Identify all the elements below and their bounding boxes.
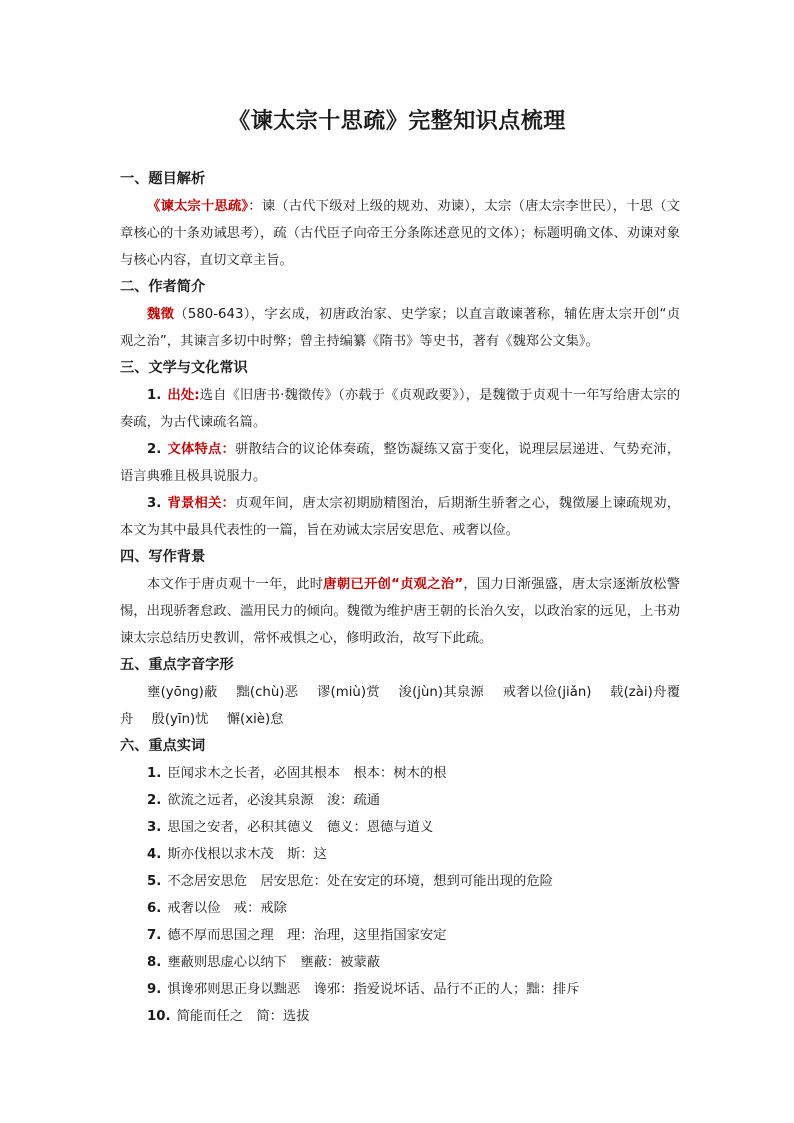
item-number: 1. [147,766,162,781]
item-text: 斯亦伐根以求木茂 斯：这 [167,847,327,862]
list-item [120,922,680,949]
item-number: 3. [147,496,162,511]
item-text: 思国之安者，必积其德义 德义：恩德与道义 [167,820,434,835]
item-number: 2. [147,793,162,808]
section-4-paragraph [120,571,680,652]
list-item [120,760,680,787]
pronunciation-word: 壅(yōng)蔽 [147,685,218,700]
section-4-pre: 本文作于唐贞观十一年，此时 [147,577,324,592]
section-heading-5: 五、重点字音字形 [120,657,234,673]
pronunciation-word: 懈(xiè)怠 [226,712,284,727]
item-text: 壅蔽则思虚心以纳下 壅蔽：被蒙蔽 [167,955,381,970]
pronunciation-word: 浚(jùn)其泉源 [398,685,485,700]
item-text: 贞观年间，唐太宗初期励精图治，后期渐生骄奢之心，魏徵屡上谏疏规劝，本文为其中最具代表性的一篇，旨在劝诫太宗居安思危、戒奢以俭。 [120,496,681,538]
item-text: 骈散结合的议论体奏疏，整饬凝练又富于变化，说理层层递进、气势充沛，语言典雅且极具说服力。 [120,442,681,484]
item-number: 10. [147,1009,171,1024]
section-heading-6: 六、重点实词 [120,738,206,754]
list-item [120,1003,680,1030]
title-term: 《谏太宗十思疏》 [147,199,249,214]
item-number: 2. [147,442,162,457]
item-number: 1. [147,388,162,403]
section-1-paragraph [120,193,680,274]
section-4-highlight: 唐朝已开创“贞观之治” [323,577,464,592]
pronunciation-word: 殷(yīn)忧 [151,712,209,727]
item-text: 不念居安思危 居安思危：处在安定的环境，想到可能出现的危险 [167,874,553,889]
item-number: 7. [147,928,162,943]
pronunciation-word: 黜(chù)恶 [236,685,299,700]
list-item [120,841,680,868]
item-text: 臣闻求木之长者，必固其根本 根本：树木的根 [167,766,447,781]
section-4-post: ，国力日渐强盛，唐太宗逐渐放松警惕，出现骄奢怠政、滥用民力的倾向。魏徵为维护唐王朝的长治久安，以政治家的远见，上书劝谏太宗总结历史教训，常怀戒惧之心，修明政治，故写下此疏。 [120,577,681,646]
item-text: 简能而任之 简：选拔 [176,1009,310,1024]
list-item [120,868,680,895]
item-number: 6. [147,901,162,916]
pronunciation-word: 谬(miù)赏 [316,685,380,700]
section-2-paragraph [120,301,680,355]
item-text: 惧谗邪则思正身以黜恶 谗邪：指爱说坏话、品行不正的人；黜：排斥 [167,982,580,997]
section-1-text: ：谏（古代下级对上级的规劝、劝谏），太宗（唐太宗李世民），十思（文章核心的十条劝诫思考），疏（古代臣子向帝王分条陈述意见的文体）；标题明确文体、劝谏对象与核心内容，直切文章主旨。 [120,199,680,268]
item-label: 背景相关： [167,496,235,511]
item-number: 5. [147,874,162,889]
item-label: 出处: [167,388,200,403]
item-number: 3. [147,820,162,835]
list-item [120,382,680,436]
section-heading-2: 二、作者简介 [120,279,206,295]
item-text: 德不厚而思国之理 理：治理，这里指国家安定 [167,928,447,943]
list-item [120,436,680,490]
list-item [120,949,680,976]
item-text: 戒奢以俭 戒：戒除 [167,901,287,916]
pronunciation-word: 载(zài)舟覆舟 [120,685,681,727]
pronunciation-word: 戒奢以俭(jiǎn) [502,685,592,700]
section-2-text: （580-643），字玄成，初唐政治家、史学家；以直言敢谏著称，辅佐唐太宗开创“贞观之治”，其谏言多切中时弊；曾主持编纂《隋书》等史书，著有《魏郑公文集》。 [120,307,680,349]
list-item [120,976,680,1003]
list-item [120,787,680,814]
section-heading-3: 三、文学与文化常识 [120,360,248,376]
section-heading-1: 一、题目解析 [120,171,206,187]
item-text: 欲流之远者，必浚其泉源 浚：疏通 [167,793,381,808]
document-body [120,166,680,1030]
list-item [120,490,680,544]
item-number: 4. [147,847,162,862]
item-text: 选自《旧唐书·魏徵传》（亦载于《贞观政要》），是魏徵于贞观十一年写给唐太宗的奏疏，为古代谏疏名篇。 [120,388,680,430]
item-label: 文体特点： [167,442,235,457]
list-item [120,814,680,841]
section-heading-4: 四、写作背景 [120,549,206,565]
pronunciation-list [120,679,680,733]
item-number: 9. [147,982,162,997]
item-number: 8. [147,955,162,970]
document-title: 《谏太宗十思疏》完整知识点梳理 [228,109,566,134]
author-name: 魏徵 [147,307,175,322]
list-item [120,895,680,922]
